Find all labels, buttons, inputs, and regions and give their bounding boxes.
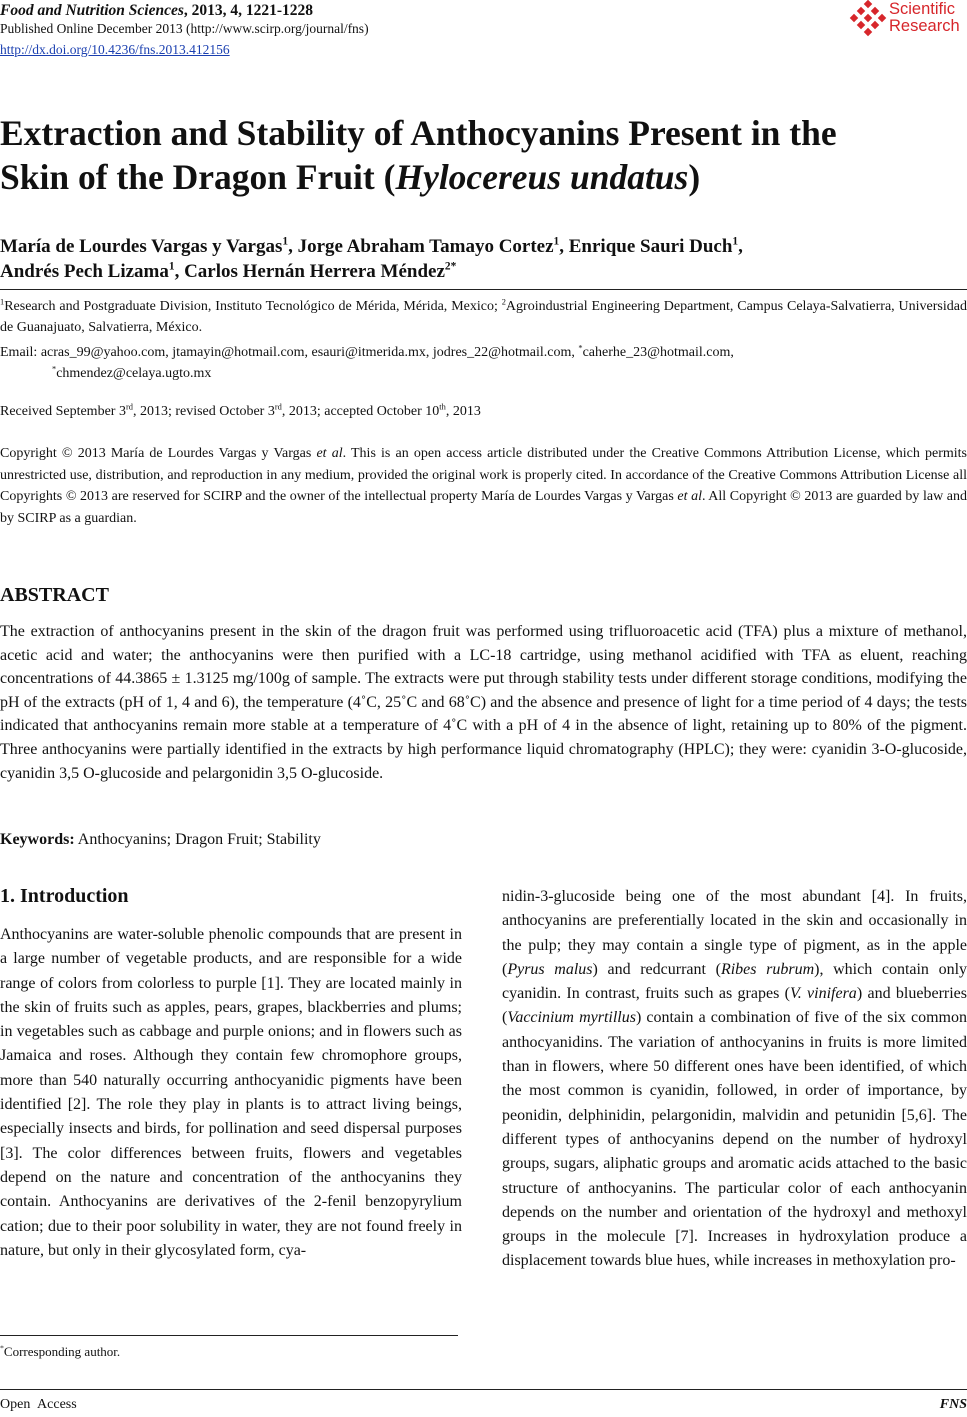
intro-column-right: nidin-3-glucoside being one of the most abundant [4]. In fruits, anthocyanins are preferentially located in the skin and occasionally in the pulp; they may contain a single type of pigment, as in the apple (Pyrus malus) and redcurrant (Ribes rubrum), which contain only cyanidin. In contrast, fruits such as grapes (V. vinifera) and blueberries (Vaccinium myrtillus) contain a combination of five of the six common anthocyanidins. The variation of anthocyanins in fruits is more limited than in flowers, where 50 different ones have been identified, of which the most common is cyanidin, followed, in order of importance, by peonidin, delphinidin, pelargonidin, malvidin and petunidin [5,6]. The different types of anthocyanins depend on the number of hydroxyl groups, sugars, aliphatic groups and aromatic acids attached to the basic structure of anthocyanins. The particular color of each anthocyanin depends on the number and orientation of the hydroxyl and methoxyl groups in the molecule [7]. Increases in hydroxylation produce a displacement towards blue hues, while increases in methoxylation pro- [502, 888, 967, 1270]
corresponding-author-footnote: *Corresponding author. [0, 1343, 121, 1359]
keywords: Keywords: Anthocyanins; Dragon Fruit; Stability [0, 831, 321, 848]
doi-link[interactable]: http://dx.doi.org/10.4236/fns.2013.412156 [0, 42, 230, 57]
published-online-line: Published Online December 2013 (http://www.scirp.org/journal/fns) [0, 21, 369, 36]
section-heading-introduction: 1. Introduction [0, 885, 129, 907]
copyright-notice: Copyright © 2013 María de Lourdes Vargas y Vargas et al. This is an open access article distributed under the Creative Commons Attribution License, which permits unrestricted use, distribution, and reproduction in any medium, provided the original work is properly cited. In accordance of the Creative Commons Attribution License all Copyrights © 2013 are reserved for SCIRP and the owner of the intellectual property María de Lourdes Vargas y Vargas et al. All Copyright © 2013 are guarded by law and by SCIRP as a guardian. [0, 446, 967, 526]
affiliations: $^1$Research and Postgraduate Division, Instituto Tecnológico de Mérida, Mérida, Mexico; $^2$Agroindustrial Engineering Department, Campus Celaya-Salvatierra, Universidad de Guanajuato, Salvatierra, México. [0, 297, 967, 335]
abstract-text: The extraction of anthocyanins present in the skin of the dragon fruit was performed using trifluoroacetic acid (TFA) plus a mixture of methanol, acetic acid and water; the anthocyanins were then purified with a LC-18 cartridge, using methanol acidified with TFA as eluent, reaching concentrations of 44.3865 ± 1.3125 mg/100g of sample. The extracts were put through stability tests under different storage conditions, modifying the pH of the extracts (pH of 1, 4 and 6), the temperature (4˚C, 25˚C and 68˚C) and the absence and presence of light for a time period of 4 days; the tests indicated that anthocyanins remain more stable at a temperature of 4˚C with a pH of 4 in the absence of light, retaining up to 80% of the pigment. Three anthocyanins were partially identified in the extracts by high performance liquid chromatography (HPLC); they were: cyanidin 3-O-glucoside, cyanidin 3,5 O-glucoside and pelargonidin 3,5 O-glucoside. [0, 623, 967, 782]
author-emails: Email: acras_99@yahoo.com, jtamayin@hotmail.com, esauri@itmerida.mx, jodres_22@hotmail.com, *caherhe_23@hotmail.com, *chmendez@celaya.ugto.mx [0, 343, 734, 381]
paper-title: Extraction and Stability of Anthocyanins Present in the Skin of the Dragon Fruit (Hylocereus undatus) [0, 113, 837, 197]
footer-open-access: Open Access [0, 1397, 77, 1412]
logo-mark-icon [849, 0, 887, 42]
footer-journal-abbrev: FNS [939, 1397, 967, 1412]
journal-name: Food and Nutrition Sciences [0, 2, 184, 19]
journal-volume: , 2013, 4, 1221-1228 [183, 2, 314, 19]
journal-citation [0, 2, 313, 20]
scientific-research-logo [849, 0, 967, 42]
footer-divider [0, 1389, 967, 1390]
keywords-label: Keywords: [0, 831, 75, 848]
logo-text: Scientific Research [889, 0, 960, 35]
footnote-divider [0, 1335, 458, 1336]
species-name: Hylocereus undatus [395, 157, 689, 197]
author-list: María de Lourdes Vargas y Vargas$^1$, Jorge Abraham Tamayo Cortez$^1$, Enrique Sauri Duch$^1$, Andrés Pech Lizama$^1$, Carlos Hernán Herrera Méndez$^{2*}$ [0, 235, 743, 282]
intro-column-left: Anthocyanins are water-soluble phenolic compounds that are present in a large number of vegetable products, and are responsible for a wide range of colors from colorless to purple [1]. They are located mainly in the skin of fruits such as apples, pears, grapes, blackberries and plums; in vegetables such as cabbage and purple onions; and in flowers such as Jamaica and roses. Although they contain few chromophore groups, more than 540 naturally occurring anthocyanidic pigments have been identified [2]. The role they play in plants is to attract living beings, especially insects and birds, for pollination and seed dispersal purposes [3]. The color differences between fruits, flowers and vegetables depend on the nature and concentration of the anthocyanins they contain. Anthocyanins are derivatives of the 2-fenil benzopyrylium cation; due to their poor solubility in water, they are not found freely in nature, but only in their glycosylated form, cya- [0, 926, 462, 1259]
received-dates: Received September 3rd, 2013; revised October 3rd, 2013; accepted October 10th, 2013 [0, 402, 481, 419]
header-divider [0, 289, 967, 290]
abstract-heading: ABSTRACT [0, 584, 109, 606]
